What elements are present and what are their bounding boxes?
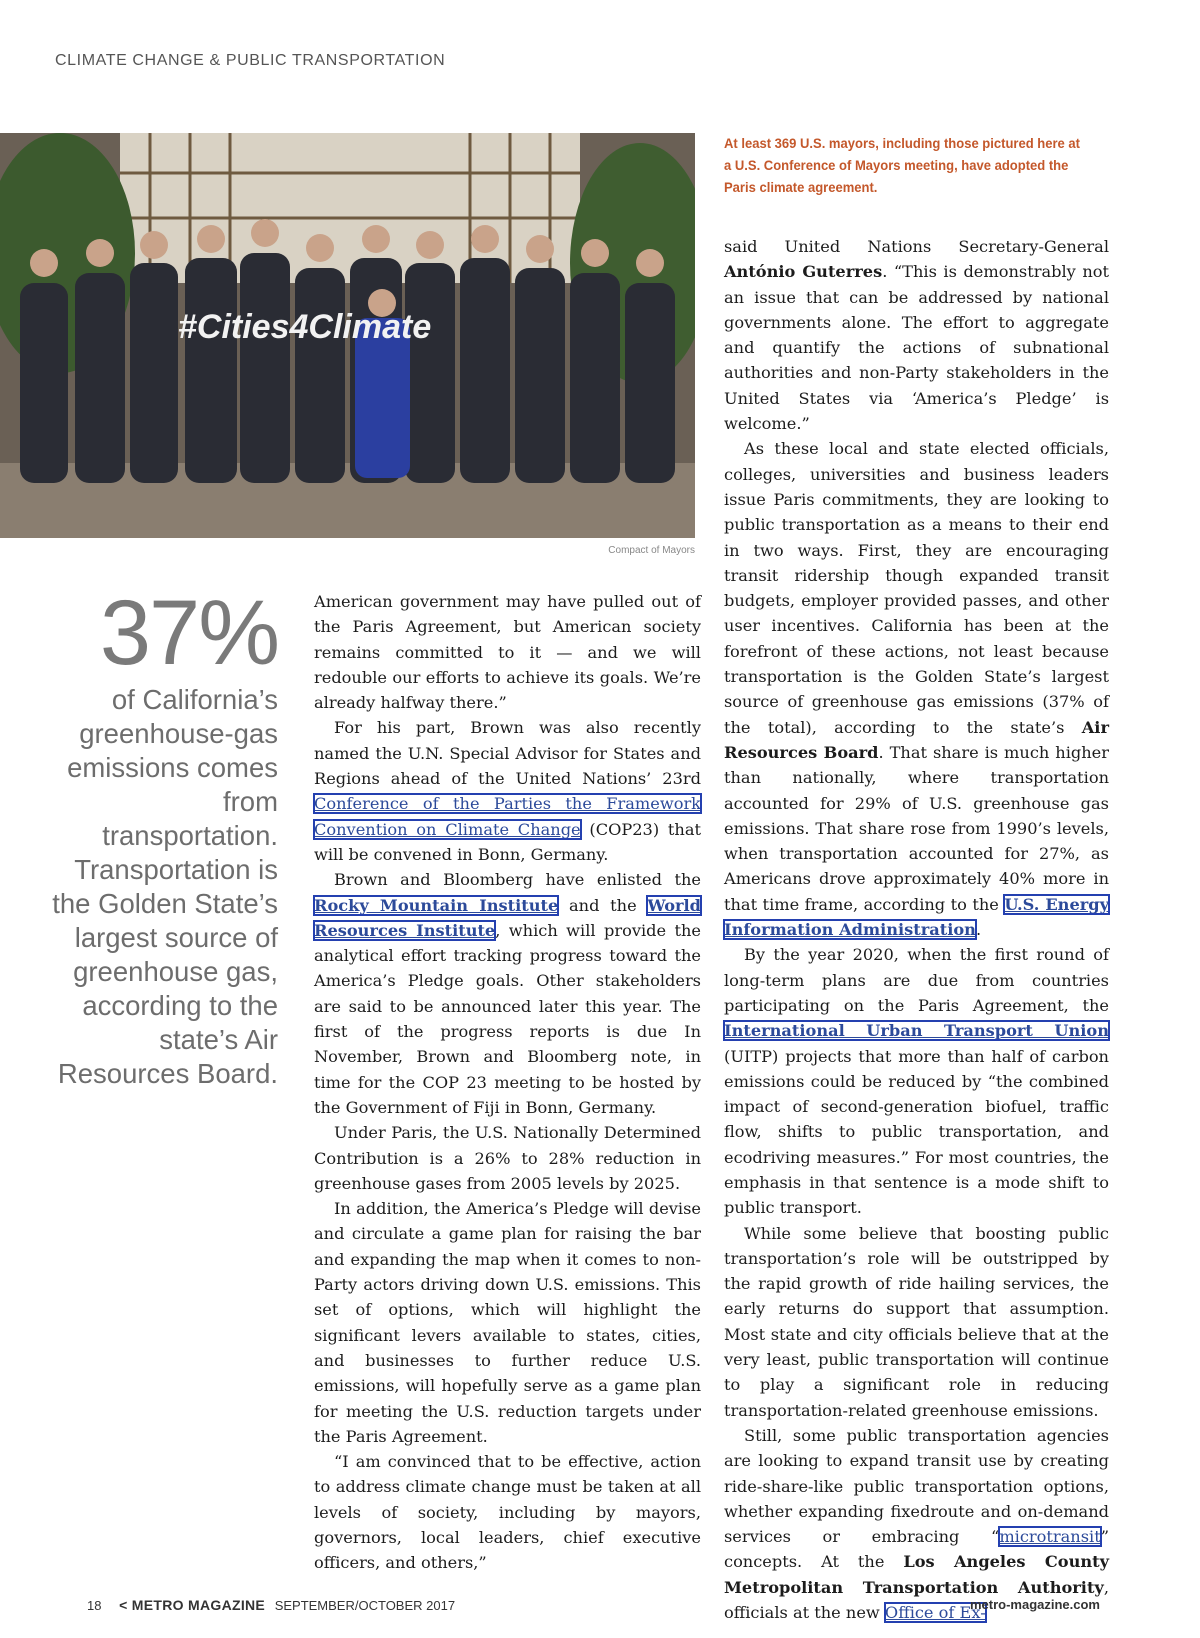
pull-quote-number: 37%	[99, 582, 278, 684]
group-photo	[0, 133, 695, 538]
paragraph: By the year 2020, when the first round of long-term plans are due from countries participating on the Paris Agreement, the International Urban Transport Union (UITP) projects that more than half of carbon emissions could be reduced by “the combined impact of second-generation biofuel, traffic flow, shifts to public transportation, and ecodriving measures.” For most countries, the emphasis in that sentence is a mode shift to public transport.	[724, 945, 1109, 1218]
magazine-logo: < METRO MAGAZINE	[119, 1597, 266, 1613]
paragraph: Brown and Bloomberg have enlisted the Rocky Mountain Institute and the World Resources Institute, which will provide the analytical effort tracking progress toward the America’s Pledge goals. Other stakeholders are said to be announced later this year. The first of the progress reports is due In November, Brown and Bloomberg note, in time for the COP 23 meeting to be hosted by the Government of Fiji in Bonn, Germany.	[314, 870, 702, 1117]
link-microtransit[interactable]: microtransit	[999, 1527, 1101, 1547]
link-eia[interactable]: U.S. Energy Information Administration	[724, 894, 1109, 940]
paragraph: American government may have pulled out of the Paris Agreement, but American society remains committed to it — and we will redouble our efforts to achieve its goals. We’re already halfway there.”	[314, 592, 701, 713]
link-office-of-ex[interactable]: Office of Ex-	[884, 1603, 986, 1623]
link-rocky-mountain-institute[interactable]: Rocky Mountain Institute	[314, 895, 559, 915]
website-url: metro-magazine.com	[969, 1597, 1100, 1612]
pull-quote-text: of California’s greenhouse-gas emissions comes from transportation. Transportation is the Golden State’s largest source of greenhouse gas, according to the state’s Air Resources Board.	[52, 684, 278, 1089]
photo-credit: Compact of Mayors	[608, 545, 695, 556]
link-uitp[interactable]: International Urban Transport Union	[724, 1021, 1109, 1041]
article-column-middle	[314, 589, 701, 1576]
paragraph: As these local and state elected officials, colleges, universities and business leaders issue Paris commitments, they are looking to public transportation as a means to their end in two ways. First, they are encouraging transit ridership though expanded transit budgets, employer provided passes, and other user incentives. California has been at the forefront of these actions, not least because transportation is the Golden State’s largest source of greenhouse gas emissions (37% of the total), according to the state’s Air Resources Board. That share is much higher than nationally, where transportation accounted for 29% of U.S. greenhouse gas emissions. That share rose from 1990’s levels, when transportation accounted for 27%, as Americans drove approximately 40% more in that time frame, according to the U.S. Energy Information Administration.	[724, 439, 1109, 940]
paragraph: “I am convinced that to be effective, action to address climate change must be taken at all levels of society, including by mayors, governors, local leaders, chief executive officers, and others,”	[314, 1452, 701, 1573]
paragraph: Under Paris, the U.S. Nationally Determined Contribution is a 26% to 28% reduction in greenhouse gases from 2005 levels by 2025.	[314, 1123, 701, 1193]
page-number: 18	[87, 1598, 102, 1613]
sign-text: #Cities4Climate	[178, 308, 432, 346]
paragraph: Still, some public transportation agencies are looking to expand transit use by creating ride-share-like public transportation options, whether expanding fixedroute and on-demand services or embracing “microtransit” concepts. At the Los Angeles County Metropolitan Transportation Authority, officials at the new Office of Ex-	[724, 1425, 1109, 1623]
link-cop23[interactable]: Conference of the Parties the Framework Convention on Climate Change	[314, 794, 701, 839]
photo-caption: At least 369 U.S. mayors, including those pictured here at a U.S. Conference of Mayors meeting, have adopted the Paris climate agreement.	[724, 135, 1080, 195]
issue-date: SEPTEMBER/OCTOBER 2017	[274, 1598, 456, 1613]
section-header: CLIMATE CHANGE & PUBLIC TRANSPORTATION	[55, 52, 446, 69]
paragraph: While some believe that boosting public transportation’s role will be outstripped by the rapid growth of ride hailing services, the early returns do support that assumption. Most state and city officials believe that at the very least, public transportation will continue to play a significant role in reducing transportation-related greenhouse emissions.	[724, 1223, 1109, 1420]
paragraph: In addition, the America’s Pledge will devise and circulate a game plan for raising the bar and expanding the map when it comes to non-Party actors driving down U.S. emissions. This set of options, which will highlight the significant levers available to states, cities, and businesses to further reduce U.S. emissions, will hopefully serve as a game plan for meeting the U.S. reduction targets under the Paris Agreement.	[314, 1199, 701, 1446]
link-world-resources-institute[interactable]: World Resources Institute	[314, 895, 701, 940]
pull-quote	[40, 582, 278, 1091]
article-column-right	[724, 234, 1109, 1625]
paragraph: For his part, Brown was also recently named the U.N. Special Advisor for States and Regions ahead of the United Nations’ 23rd Conference of the Parties the Framework Convention on Climate Change (COP23) that will be convened in Bonn, Germany.	[314, 718, 702, 864]
footer-left	[87, 1597, 455, 1613]
guterres-name: António Guterres	[724, 262, 883, 282]
paragraph: said United Nations Secretary-General António Guterres. “This is demonstrably not an issue that can be addressed by national governments alone. The effort to aggregate and quantify the actions of subnational authorities and non-Party stakeholders in the United States via ‘America’s Pledge’ is welcome.”	[724, 237, 1110, 434]
